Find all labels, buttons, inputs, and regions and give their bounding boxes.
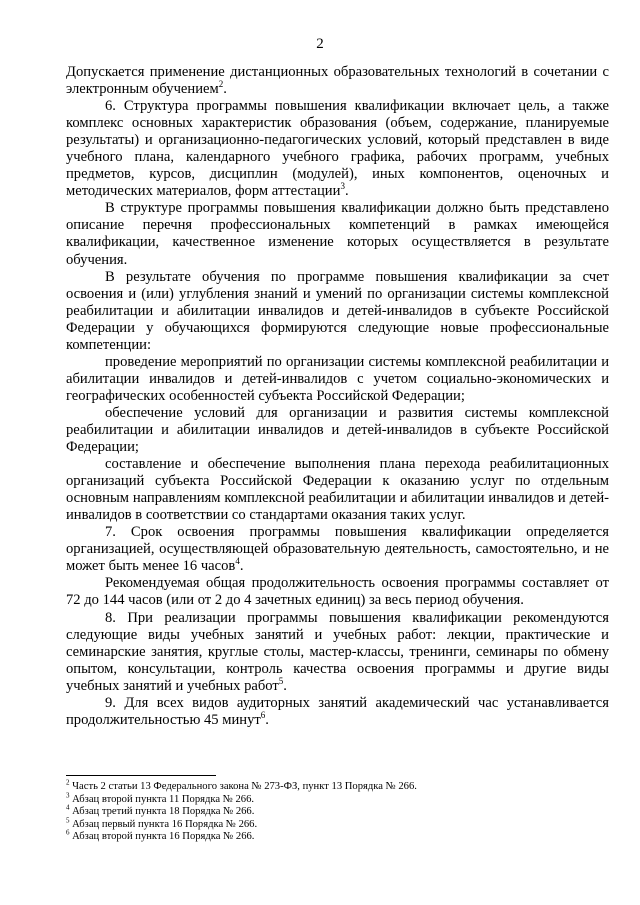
footnote-text: Абзац первый пункта 16 Порядка № 266.: [72, 818, 258, 830]
footnote: [66, 803, 606, 819]
page-number: 2: [316, 36, 324, 52]
paragraph-duration: [66, 575, 609, 609]
footnote: [66, 791, 606, 807]
footnote-divider: [66, 775, 216, 776]
footnote-mark: 6: [66, 828, 70, 837]
paragraph-text: 7. Срок освоения программы повышения квалификации определяется организацией, осуществляющей образовательную деятельность, самостоятельно, и не может быть менее 16 часов: [66, 524, 609, 575]
footnote-text: Абзац второй пункта 11 Порядка № 266.: [72, 793, 255, 805]
footnote-mark: 3: [66, 791, 70, 800]
footnote: [66, 816, 606, 832]
paragraph-text: проведение мероприятий по организации системы комплексной реабилитации и абилитации инвалидов и детей-инвалидов с учетом социально-экономических и географических особенностей субъекта Российской Федерации;: [66, 353, 609, 404]
competency-item: [66, 405, 609, 456]
paragraph-text: Допускается применение дистанционных образовательных технологий в сочетании с электронным обучением: [66, 64, 609, 98]
footnote-ref: 6: [260, 709, 266, 720]
footnote-ref: 3: [340, 181, 345, 192]
paragraph-item-7: 7. Срок освоения программы повышения квалификации определяется организацией, осуществляющей образовательную деятельность, самостоятельно, и не может быть менее 16 часов$^4$.: [66, 524, 609, 575]
footnote-mark: 4: [66, 803, 70, 812]
body-text: [66, 64, 609, 729]
paragraph-distance-learning: Допускается применение дистанционных образовательных технологий в сочетании с электронным обучением$^2$.: [66, 64, 609, 98]
paragraph-text: В структуре программы повышения квалификации должно быть представлено описание перечня профессиональных компетенций в рамках имеющейся квалификации, качественное изменение которых осуществляется в результате обучения.: [66, 200, 609, 268]
footnote-mark: 5: [66, 816, 70, 825]
paragraph-item-9: 9. Для всех видов аудиторных занятий академический час устанавливается продолжительностью 45 минут$^6$.: [66, 694, 609, 728]
footnote-text: Абзац второй пункта 16 Порядка № 266.: [72, 831, 255, 843]
footnote-mark: 2: [66, 778, 70, 787]
footnote-text: Абзац третий пункта 18 Порядка № 266.: [72, 806, 255, 818]
footnotes: [66, 778, 606, 844]
paragraph-item-8: 8. При реализации программы повышения квалификации рекомендуются следующие виды учебных занятий и учебных работ: лекции, практические и семинарские занятия, круглые столы, мастер-классы, тренинги, семинары по обмену опытом, консультации, контроль качества освоения программы и другие виды учебных занятий и учебных работ$^5$.: [66, 609, 609, 694]
footnote-ref: 5: [278, 675, 284, 686]
paragraph-item-6: 6. Структура программы повышения квалификации включает цель, а также комплекс основных характеристик образования (объем, содержание, планируемые результаты) и организационно-педагогических условий, который представлен в виде учебного плана, календарного учебного графика, рабочих программ, учебных предметов, курсов, дисциплин (модулей), иных компонентов, оценочных и методических материалов, форм аттестации$^3$.: [66, 98, 609, 200]
paragraph-text: 9. Для всех видов аудиторных занятий академический час устанавливается продолжительностью 45 минут: [66, 694, 609, 728]
footnote: [66, 828, 606, 844]
paragraph-text: В результате обучения по программе повышения квалификации за счет освоения и (или) углубления знаний и умений по организации системы комплексной реабилитации и абилитации инвалидов и детей-инвалидов в субъекте Российской Федерации у обучающихся формируются следующие новые профессиональные компетенции:: [66, 268, 609, 353]
paragraph-competencies-description: [66, 200, 609, 268]
paragraph-learning-results: [66, 269, 609, 354]
paragraph-text: Рекомендуемая общая продолжительность освоения программы составляет от 72 до 144 часов (или от 2 до 4 зачетных единиц) за весь период обучения.: [66, 575, 609, 609]
footnote-ref: 4: [235, 556, 240, 567]
footnote-ref: 2: [218, 79, 224, 90]
paragraph-text: 6. Структура программы повышения квалификации включает цель, а также комплекс основных характеристик образования (объем, содержание, планируемые результаты) и организационно-педагогических условий, который представлен в виде учебного плана, календарного учебного графика, рабочих программ, учебных предметов, курсов, дисциплин (модулей), иных компонентов, оценочных и методических материалов, форм аттестации: [66, 98, 609, 200]
competency-item: [66, 456, 609, 524]
competency-item: [66, 354, 609, 405]
paragraph-text: обеспечение условий для организации и развития системы комплексной реабилитации и абилитации инвалидов и детей-инвалидов в субъекте Российской Федерации;: [66, 404, 609, 456]
paragraph-text: составление и обеспечение выполнения плана перехода реабилитационных организаций субъекта Российской Федерации к оказанию услуг по отдельным основным направлениям комплексной реабилитации и абилитации инвалидов и детей-инвалидов в соответствии со стандартами оказания таких услуг.: [66, 456, 609, 524]
footnote: [66, 778, 606, 794]
footnote-text: Часть 2 статьи 13 Федерального закона № 273-ФЗ, пункт 13 Порядка № 266.: [72, 781, 417, 792]
paragraph-text: 8. При реализации программы повышения квалификации рекомендуются следующие виды учебных занятий и учебных работ: лекции, практические и семинарские занятия, круглые столы, мастер-классы, тренинги, семинары по обмену опытом, консультации, контроль качества освоения программы и другие виды учебных занятий и учебных работ: [66, 609, 609, 694]
